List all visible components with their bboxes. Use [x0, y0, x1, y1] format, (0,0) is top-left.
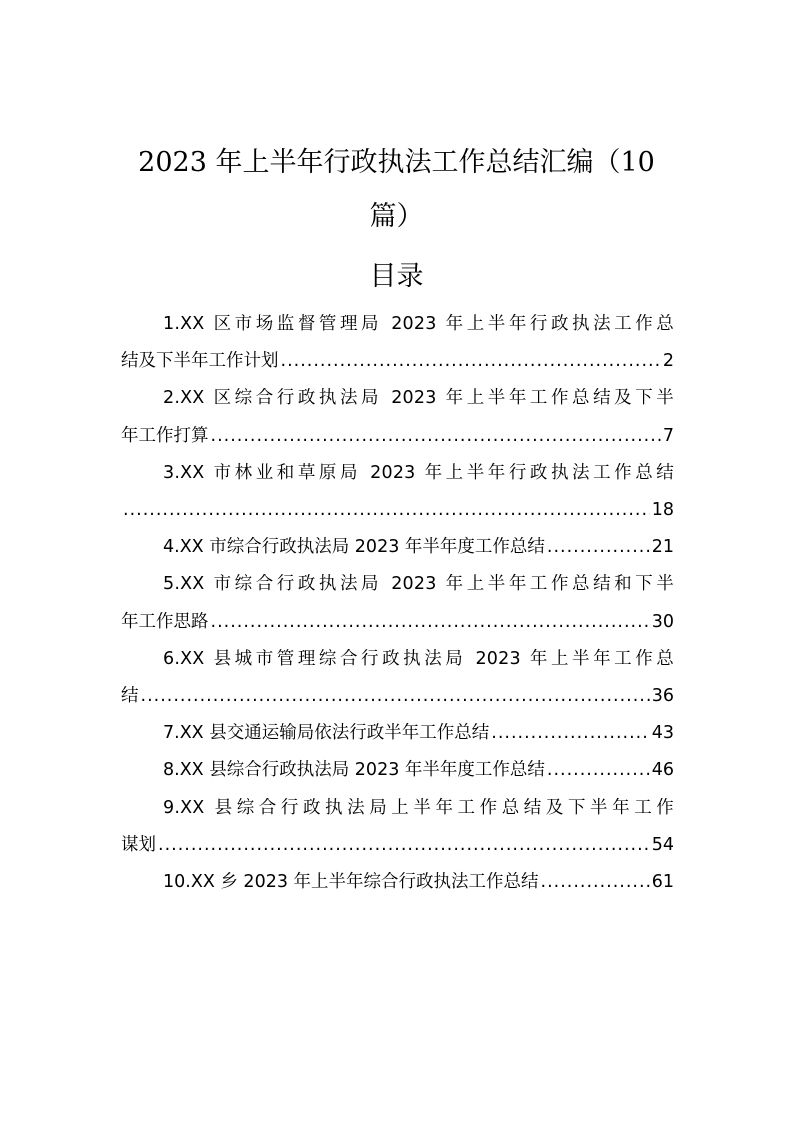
document-title-line-2: 篇） [369, 201, 424, 232]
toc-entry-3[interactable] [121, 455, 674, 529]
toc-entry-10[interactable] [121, 864, 674, 901]
toc-entry-title: 8.XX 县综合行政执法局 2023 年半年度工作总结 [163, 760, 545, 781]
toc-entry-page-number: 2 [662, 351, 674, 372]
dot-leader [547, 529, 650, 566]
toc-entry-8[interactable] [121, 752, 674, 789]
toc-entry-page-number: 18 [651, 500, 674, 521]
toc-entry-title: 2.XX 区综合行政执法局 2023 年上半年工作总结及下半 [163, 388, 674, 409]
toc-entry-leader-line [121, 492, 674, 529]
dot-leader [541, 864, 650, 901]
toc-entry-title: 6.XX 县城市管理综合行政执法局 2023 年上半年工作总 [163, 648, 674, 669]
toc-entry-page-number: 36 [651, 686, 674, 707]
toc-entry-7[interactable] [121, 715, 674, 752]
toc-entry-leader-line [121, 864, 674, 901]
toc-entry-title: 10.XX 乡 2023 年上半年综合行政执法工作总结 [163, 872, 539, 893]
toc-entry-leader-line [121, 343, 674, 380]
toc-entry-title: 5.XX 市综合行政执法局 2023 年上半年工作总结和下半 [163, 574, 674, 595]
toc-entry-page-number: 21 [651, 537, 674, 558]
toc-entry-6[interactable] [121, 641, 674, 715]
toc-entry-title-tail: 年工作思路 [121, 611, 209, 632]
document-title-line-1: 2023 年上半年行政执法工作总结汇编（10 [138, 147, 655, 178]
toc-entry-title: 1.XX 区市场监督管理局 2023 年上半年行政执法工作总 [163, 314, 674, 334]
toc-entry-title-tail: 结及下半年工作计划 [121, 351, 279, 372]
toc-entry-page-number: 46 [651, 760, 674, 781]
toc-entry-page-number: 61 [651, 872, 674, 893]
toc-entry-page-number: 7 [662, 425, 674, 446]
toc-entry-title: 3.XX 市林业和草原局 2023 年上半年行政执法工作总结 [163, 462, 674, 483]
toc-entry-leader-line [121, 752, 674, 789]
dot-leader [281, 343, 661, 380]
toc-entry-leader-line [121, 715, 674, 752]
toc-entry-leader-line [121, 529, 674, 566]
dot-leader [141, 678, 650, 715]
toc-entry-leader-line [121, 604, 674, 641]
toc-entry-1[interactable] [121, 306, 674, 380]
dot-leader [211, 604, 650, 641]
toc-entry-9[interactable] [121, 790, 674, 864]
toc-entry-4[interactable] [121, 529, 674, 566]
toc-entry-title-tail: 谋划 [121, 834, 156, 855]
toc-entry-2[interactable] [121, 380, 674, 454]
toc-entry-title: 4.XX 市综合行政执法局 2023 年半年度工作总结 [163, 537, 545, 558]
toc-entry-title-tail: 结 [121, 686, 139, 707]
toc-entry-leader-line [121, 678, 674, 715]
toc-entry-5[interactable] [121, 566, 674, 640]
dot-leader [158, 827, 650, 864]
toc-entry-leader-line [121, 827, 674, 864]
dot-leader [123, 492, 650, 529]
dot-leader [211, 418, 661, 455]
toc-entry-title: 7.XX 县交通运输局依法行政半年工作总结 [163, 723, 490, 744]
toc-entry-page-number: 30 [651, 611, 674, 632]
toc-entry-title-tail: 年工作打算 [121, 425, 209, 446]
toc-entry-page-number: 43 [651, 723, 674, 744]
toc-heading: 目录 [369, 261, 424, 292]
toc-entry-title: 9.XX 县综合行政执法局上半年工作总结及下半年工作 [163, 797, 674, 818]
toc-entry-page-number: 54 [651, 834, 674, 855]
dot-leader [547, 752, 650, 789]
dot-leader [491, 715, 649, 752]
toc-entry-leader-line [121, 418, 674, 455]
table-of-contents [121, 306, 674, 901]
